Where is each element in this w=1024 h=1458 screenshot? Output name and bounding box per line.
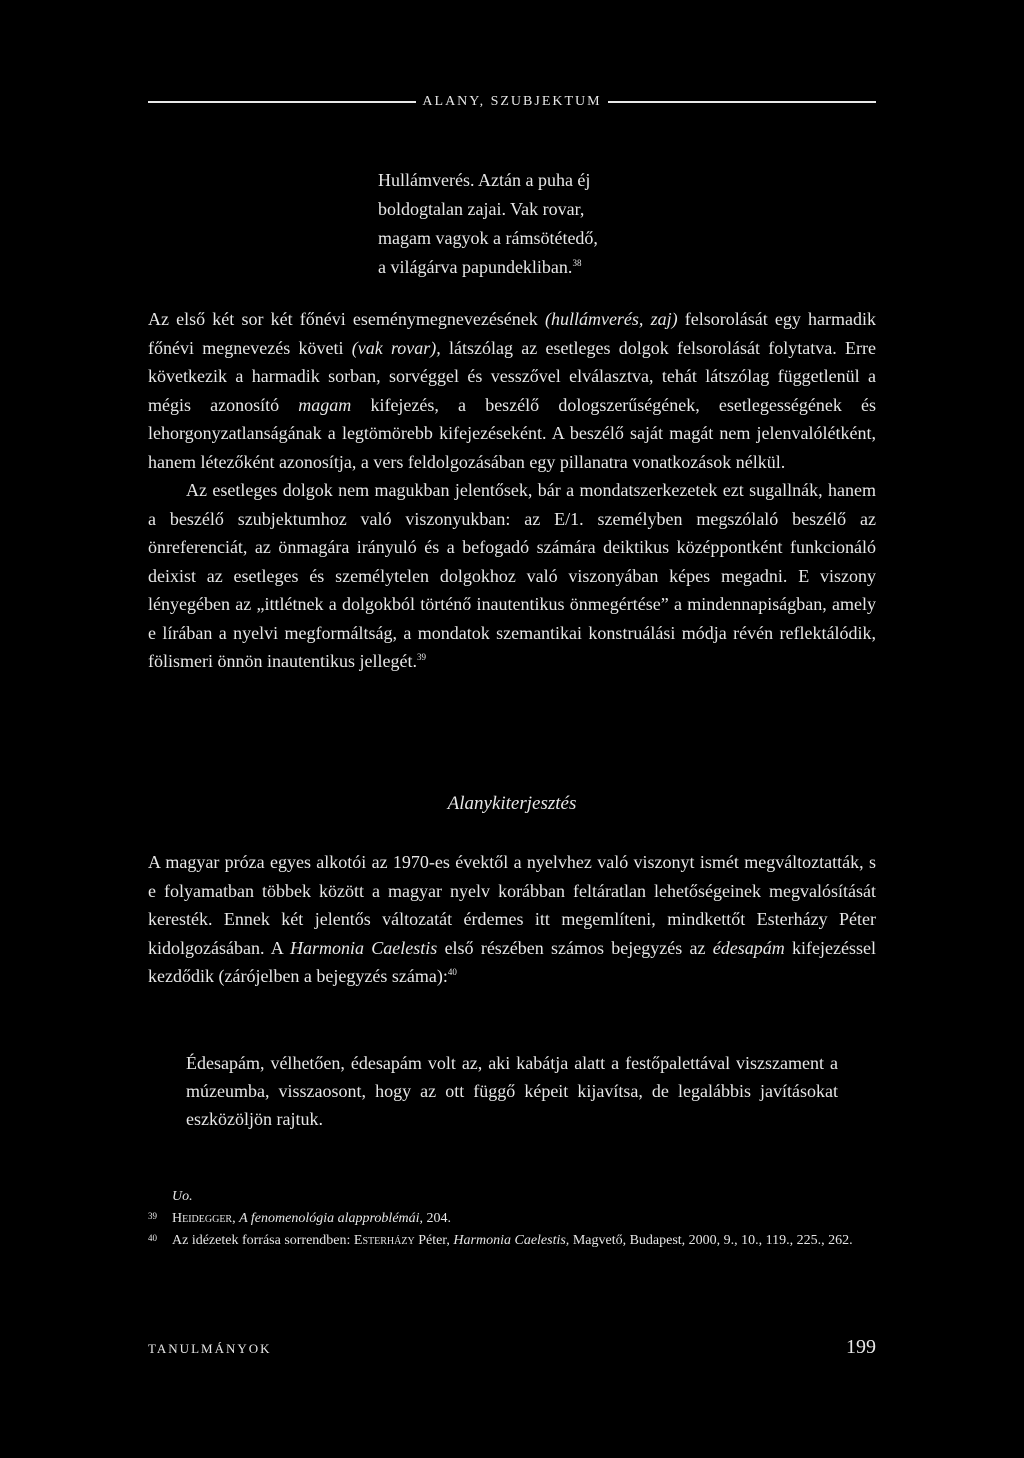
paragraph: Az esetleges dolgok nem magukban jelentősek, bár a mondatszerkezetek ezt sugallnák, hanem a beszélő szubjektumhoz való viszonyukban: az E/1. személyben megszólaló beszélő az önreferenciát, az önmagára irányuló és a befogadó számára deiktikus középpontként funkcionáló deixist az esetleges és személytelen dolgokhoz való viszonyában képes megadni. E viszony lényegében az „ittlétnek a dolgokból történő inautentikus önmegértése” a mindennapiságban, amely e lírában a nyelvi megformáltság, a mondatok szemantikai konstruálási módja révén reflektálódik, fölismeri önnön inautentikus jellegét.$^{39}$ xyxy=(148,480,876,671)
poem-line: boldogtalan zajai. Vak rovar, xyxy=(378,199,585,219)
body-paragraph-2 xyxy=(148,848,876,991)
paragraph: A magyar próza egyes alkotói az 1970-es évektől a nyelvhez való viszonyt ismét megváltoztatták, s e folyamatban többek között a magyar nyelv korábban feltáratlan lehetőségeinek megvalósítását keresték. Ennek két jelentős változatát érdemes itt megemlíteni, mindkettőt Esterházy Péter kidolgozásában. A Harmonia Caelestis első részében számos bejegyzés az édesapám kifejezéssel kezdődik (zárójelben a bejegyzés száma):$^{40}$ xyxy=(148,852,877,986)
poem-quote xyxy=(378,166,798,282)
page-footer xyxy=(148,1336,876,1359)
block-quote: Édesapám, vélhetően, édesapám volt az, aki kabátja alatt a festőpalettával viszszament a múzeumba, visszaosont, hogy az ott függő képeit kijavítsa, de legalábbis javításokat eszközöljön rajtuk. xyxy=(186,1053,838,1129)
footnote: 39 Heidegger, A fenomenológia alapproblémái, 204. xyxy=(148,1211,452,1226)
footnote: Uo. xyxy=(172,1189,193,1204)
paragraph: Az első két sor két főnévi eseménymegnevezésének (hullámverés, zaj) felsorolását egy harmadik főnévi megnevezés követi (vak rovar), látszólag az esetleges dolgok felsorolását folytatva. Erre következik a harmadik sorban, sorvéggel és vesszővel elválasztva, tehát látszólag függetlenül a mégis azonosító magam kifejezés, a beszélő dologszerűségének, esetlegességének és lehorgonyzatlanságának a legtömörebb kifejezéseként. A beszélő saját magát nem jelenvalólétként, hanem létezőként azonosítja, a vers feldolgozásában egy pillanatra vonatkozások nélkül. xyxy=(148,309,877,472)
poem-line: Hullámverés. Aztán a puha éj xyxy=(378,170,591,190)
footnote-ref: 40 xyxy=(447,967,457,977)
footnote-ref: 38 xyxy=(572,258,582,268)
footnote-ref: 39 xyxy=(416,652,426,662)
body-paragraphs-1 xyxy=(148,305,876,676)
footnote: 40 Az idézetek forrása sorrendben: Esterházy Péter, Harmonia Caelestis, Magvető, Budapest, 2000, 9., 10., 119., 225., 262. xyxy=(148,1233,853,1248)
footnotes xyxy=(148,1186,876,1252)
poem-line: magam vagyok a rámsötétedő, xyxy=(378,228,598,248)
section-heading: Alanykiterjesztés xyxy=(447,793,577,814)
page-number: 199 xyxy=(846,1336,876,1358)
header-title: ALANY, SZUBJEKTUM xyxy=(422,94,602,109)
header-rule-right xyxy=(608,101,876,103)
header-rule-left xyxy=(148,101,416,103)
footer-section-label: TANULMÁNYOK xyxy=(148,1341,272,1356)
running-header xyxy=(148,92,876,112)
poem-line: a világárva papundekliban.$^{38}$ xyxy=(378,257,582,277)
